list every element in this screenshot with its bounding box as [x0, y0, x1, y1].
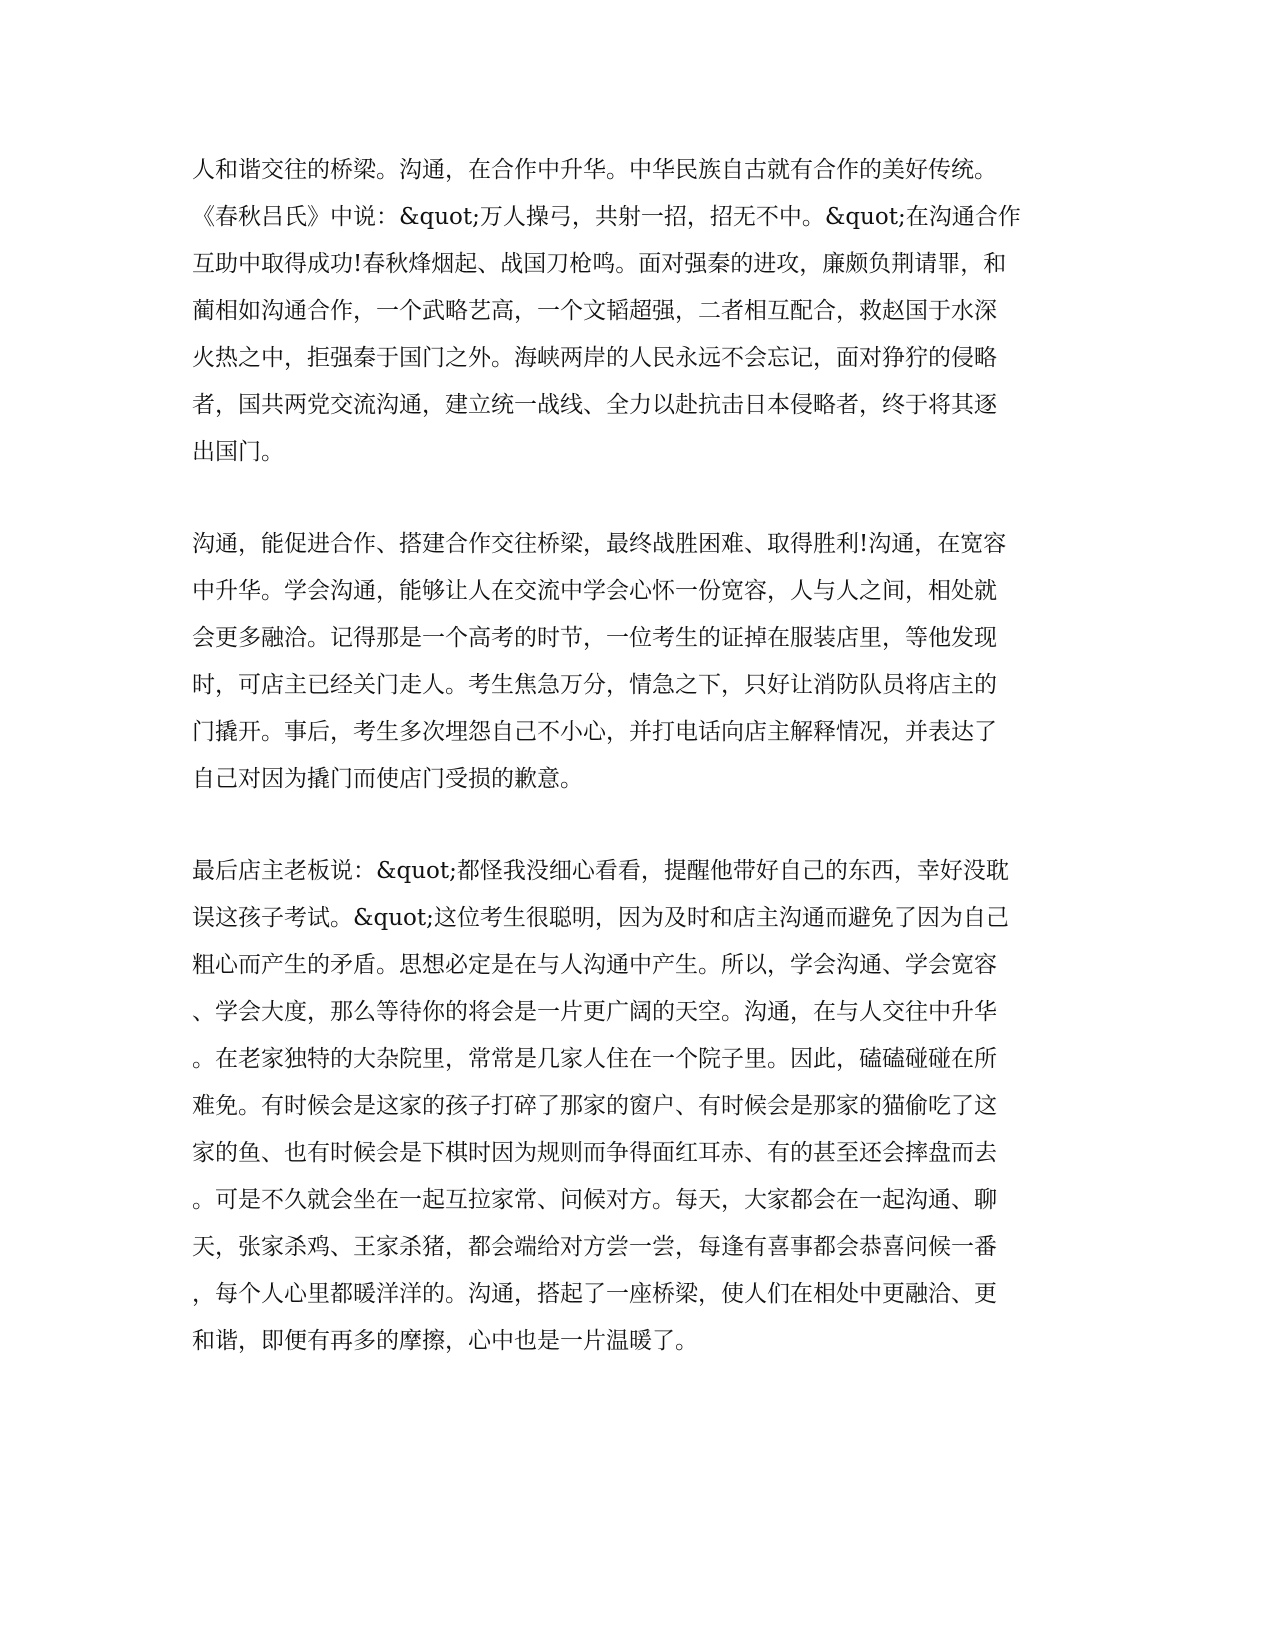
paragraph-2-line-3: 会更多融洽。记得那是一个高考的时节，一位考生的证掉在服装店里，等他发现	[192, 625, 997, 651]
paragraph-1-line-1: 人和谐交往的桥梁。沟通，在合作中升华。中华民族自古就有合作的美好传统。	[192, 157, 997, 183]
paragraph-2-line-5: 门撬开。事后，考生多次埋怨自己不小心，并打电话向店主解释情况，并表达了	[192, 719, 997, 745]
paragraph-1-line-6: 者，国共两党交流沟通，建立统一战线、全力以赴抗击日本侵略者，终于将其逐	[192, 392, 997, 418]
paragraph-3-line-6: 难免。有时候会是这家的孩子打碎了那家的窗户、有时候会是那家的猫偷吃了这	[192, 1093, 997, 1119]
paragraph-3-line-7: 家的鱼、也有时候会是下棋时因为规则而争得面红耳赤、有的甚至还会摔盘而去	[192, 1140, 997, 1166]
paragraph-2-line-2: 中升华。学会沟通，能够让人在交流中学会心怀一份宽容，人与人之间，相处就	[192, 578, 997, 604]
paragraph-1-line-7: 出国门。	[192, 439, 284, 465]
paragraph-1-line-5: 火热之中，拒强秦于国门之外。海峡两岸的人民永远不会忘记，面对狰狞的侵略	[192, 345, 997, 371]
paragraph-3-line-2: 误这孩子考试。&quot;这位考生很聪明，因为及时和店主沟通而避免了因为自己	[192, 905, 1009, 931]
paragraph-1-line-3: 互助中取得成功!春秋烽烟起、战国刀枪鸣。面对强秦的进攻，廉颇负荆请罪，和	[192, 251, 1007, 277]
paragraph-3-line-11: 和谐，即便有再多的摩擦，心中也是一片温暖了。	[192, 1328, 698, 1354]
paragraph-1-line-2: 《春秋吕氏》中说：&quot;万人操弓，共射一招，招无不中。&quot;在沟通合作	[192, 204, 1021, 230]
paragraph-3-line-5: 。在老家独特的大杂院里，常常是几家人住在一个院子里。因此，磕磕碰碰在所	[192, 1046, 997, 1072]
paragraph-3-line-4: 、学会大度，那么等待你的将会是一片更广阔的天空。沟通，在与人交往中升华	[192, 999, 997, 1025]
paragraph-2-line-4: 时，可店主已经关门走人。考生焦急万分，情急之下，只好让消防队员将店主的	[192, 672, 997, 698]
paragraph-3-line-1: 最后店主老板说：&quot;都怪我没细心看看，提醒他带好自己的东西，幸好没耽	[192, 858, 1009, 884]
paragraph-2-line-6: 自己对因为撬门而使店门受损的歉意。	[192, 766, 583, 792]
paragraph-3-line-8: 。可是不久就会坐在一起互拉家常、问候对方。每天，大家都会在一起沟通、聊	[192, 1187, 997, 1213]
paragraph-1-line-4: 蔺相如沟通合作，一个武略艺高，一个文韬超强，二者相互配合，救赵国于水深	[192, 298, 997, 324]
paragraph-2-line-1: 沟通，能促进合作、搭建合作交往桥梁，最终战胜困难、取得胜利!沟通，在宽容	[192, 531, 1007, 557]
paragraph-3-line-9: 天，张家杀鸡、王家杀猪，都会端给对方尝一尝，每逢有喜事都会恭喜问候一番	[192, 1234, 997, 1260]
paragraph-3-line-3: 粗心而产生的矛盾。思想必定是在与人沟通中产生。所以，学会沟通、学会宽容	[192, 952, 997, 978]
paragraph-3-line-10: ，每个人心里都暖洋洋的。沟通，搭起了一座桥梁，使人们在相处中更融洽、更	[192, 1281, 997, 1307]
